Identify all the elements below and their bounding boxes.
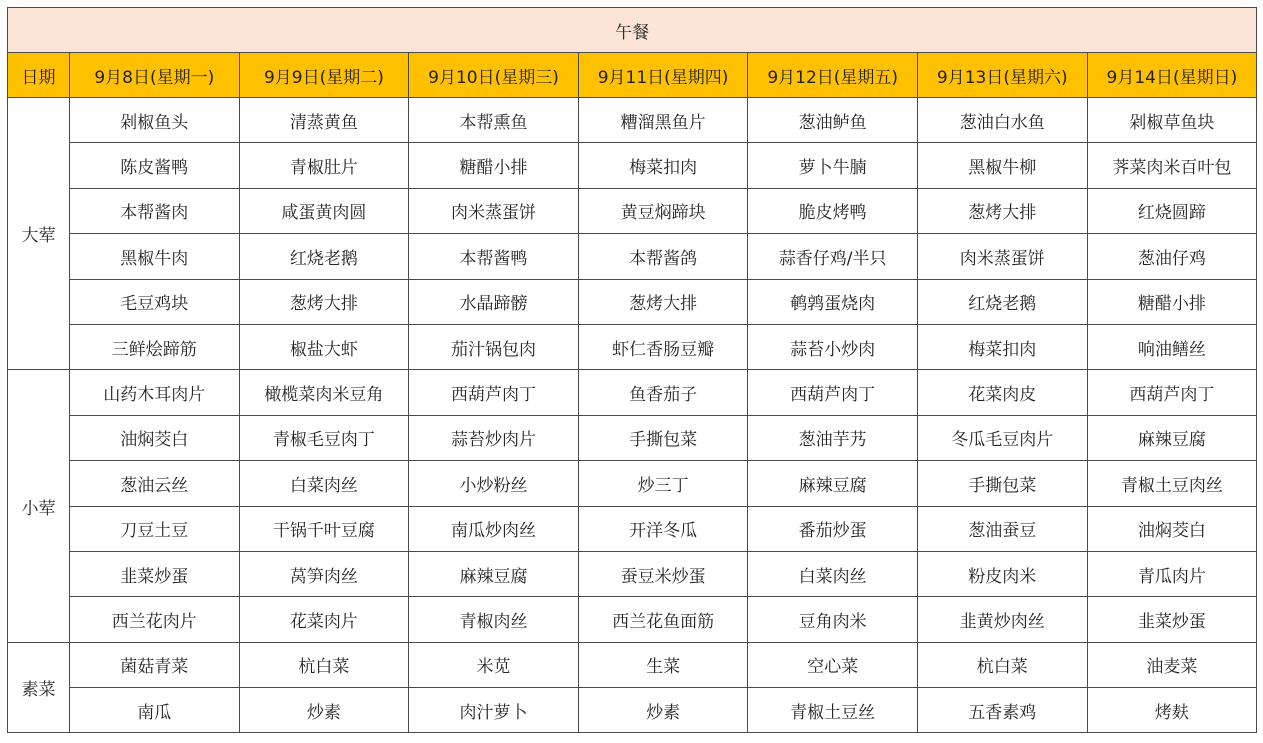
dish-cell: 小炒粉丝	[409, 461, 579, 506]
dish-cell: 白菜肉丝	[239, 461, 409, 506]
dish-cell: 葱烤大排	[917, 188, 1087, 233]
dish-cell: 蒜苔小炒肉	[748, 324, 918, 369]
dish-cell: 椒盐大虾	[239, 324, 409, 369]
dish-cell: 白菜肉丝	[748, 551, 918, 596]
dish-cell: 水晶蹄髈	[409, 279, 579, 324]
table-row	[8, 234, 1257, 279]
dish-cell: 荠菜肉米百叶包	[1087, 143, 1257, 188]
dish-cell: 剁椒鱼头	[70, 98, 240, 143]
dish-cell: 南瓜炒肉丝	[409, 506, 579, 551]
dish-cell: 干锅千叶豆腐	[239, 506, 409, 551]
dish-cell: 青椒土豆肉丝	[1087, 461, 1257, 506]
table-row	[8, 461, 1257, 506]
dish-cell: 西葫芦肉丁	[409, 370, 579, 415]
table-row	[8, 688, 1257, 733]
dish-cell: 手撕包菜	[917, 461, 1087, 506]
dish-cell: 鹌鹑蛋烧肉	[748, 279, 918, 324]
table-row	[8, 324, 1257, 369]
day-header-fri: 9月12日(星期五)	[748, 53, 918, 98]
table-row	[8, 98, 1257, 143]
dish-cell: 米苋	[409, 642, 579, 687]
dish-cell: 清蒸黄鱼	[239, 98, 409, 143]
table-row	[8, 279, 1257, 324]
category-label: 小荤	[8, 370, 70, 642]
dish-cell: 蒜香仔鸡/半只	[748, 234, 918, 279]
dish-cell: 南瓜	[70, 688, 240, 733]
table-row	[8, 642, 1257, 687]
dish-cell: 生菜	[578, 642, 748, 687]
table-row	[8, 415, 1257, 460]
day-header-sun: 9月14日(星期日)	[1087, 53, 1257, 98]
dish-cell: 山药木耳肉片	[70, 370, 240, 415]
dish-cell: 青椒肉丝	[409, 597, 579, 642]
dish-cell: 冬瓜毛豆肉片	[917, 415, 1087, 460]
dish-cell: 陈皮酱鸭	[70, 143, 240, 188]
dish-cell: 毛豆鸡块	[70, 279, 240, 324]
dish-cell: 炒素	[578, 688, 748, 733]
dish-cell: 西兰花鱼面筋	[578, 597, 748, 642]
dish-cell: 蚕豆米炒蛋	[578, 551, 748, 596]
dish-cell: 红烧老鹅	[239, 234, 409, 279]
date-label-header: 日期	[8, 53, 70, 98]
lunch-menu-table	[7, 7, 1257, 733]
dish-cell: 本帮酱鸽	[578, 234, 748, 279]
dish-cell: 油焖茭白	[1087, 506, 1257, 551]
dish-cell: 脆皮烤鸭	[748, 188, 918, 233]
dish-cell: 葱烤大排	[578, 279, 748, 324]
table-row	[8, 188, 1257, 233]
dish-cell: 麻辣豆腐	[748, 461, 918, 506]
dish-cell: 五香素鸡	[917, 688, 1087, 733]
dish-cell: 橄榄菜肉米豆角	[239, 370, 409, 415]
dish-cell: 茄汁锅包肉	[409, 324, 579, 369]
dish-cell: 肉汁萝卜	[409, 688, 579, 733]
dish-cell: 炒三丁	[578, 461, 748, 506]
day-header-sat: 9月13日(星期六)	[917, 53, 1087, 98]
dish-cell: 油麦菜	[1087, 642, 1257, 687]
dish-cell: 三鲜烩蹄筋	[70, 324, 240, 369]
day-header-wed: 9月10日(星期三)	[409, 53, 579, 98]
dish-cell: 萝卜牛腩	[748, 143, 918, 188]
dish-cell: 刀豆土豆	[70, 506, 240, 551]
dish-cell: 炒素	[239, 688, 409, 733]
dish-cell: 糖醋小排	[1087, 279, 1257, 324]
dish-cell: 豆角肉米	[748, 597, 918, 642]
dish-cell: 葱油仔鸡	[1087, 234, 1257, 279]
dish-cell: 本帮酱肉	[70, 188, 240, 233]
dish-cell: 开洋冬瓜	[578, 506, 748, 551]
dish-cell: 咸蛋黄肉圆	[239, 188, 409, 233]
dish-cell: 麻辣豆腐	[1087, 415, 1257, 460]
dish-cell: 黑椒牛柳	[917, 143, 1087, 188]
dish-cell: 粉皮肉米	[917, 551, 1087, 596]
dish-cell: 菌菇青菜	[70, 642, 240, 687]
dish-cell: 鱼香茄子	[578, 370, 748, 415]
dish-cell: 韭菜炒蛋	[70, 551, 240, 596]
dish-cell: 剁椒草鱼块	[1087, 98, 1257, 143]
day-header-mon: 9月8日(星期一)	[70, 53, 240, 98]
dish-cell: 青椒肚片	[239, 143, 409, 188]
dish-cell: 葱油云丝	[70, 461, 240, 506]
dish-cell: 花菜肉皮	[917, 370, 1087, 415]
dish-cell: 糟溜黑鱼片	[578, 98, 748, 143]
table-row	[8, 143, 1257, 188]
dish-cell: 韭黄炒肉丝	[917, 597, 1087, 642]
dish-cell: 烤麸	[1087, 688, 1257, 733]
dish-cell: 葱油鲈鱼	[748, 98, 918, 143]
header-row	[8, 53, 1257, 98]
dish-cell: 本帮熏鱼	[409, 98, 579, 143]
dish-cell: 葱油芋艿	[748, 415, 918, 460]
table-row	[8, 551, 1257, 596]
dish-cell: 韭菜炒蛋	[1087, 597, 1257, 642]
dish-cell: 油焖茭白	[70, 415, 240, 460]
dish-cell: 西兰花肉片	[70, 597, 240, 642]
menu-title: 午餐	[8, 8, 1257, 53]
dish-cell: 花菜肉片	[239, 597, 409, 642]
dish-cell: 手撕包菜	[578, 415, 748, 460]
day-header-thu: 9月11日(星期四)	[578, 53, 748, 98]
dish-cell: 响油鳝丝	[1087, 324, 1257, 369]
dish-cell: 本帮酱鸭	[409, 234, 579, 279]
dish-cell: 梅菜扣肉	[578, 143, 748, 188]
menu-body	[8, 98, 1257, 733]
dish-cell: 红烧圆蹄	[1087, 188, 1257, 233]
dish-cell: 青椒土豆丝	[748, 688, 918, 733]
table-row	[8, 506, 1257, 551]
dish-cell: 莴笋肉丝	[239, 551, 409, 596]
dish-cell: 杭白菜	[239, 642, 409, 687]
dish-cell: 红烧老鹅	[917, 279, 1087, 324]
dish-cell: 黄豆焖蹄块	[578, 188, 748, 233]
dish-cell: 西葫芦肉丁	[748, 370, 918, 415]
dish-cell: 葱油白水鱼	[917, 98, 1087, 143]
dish-cell: 番茄炒蛋	[748, 506, 918, 551]
category-label: 大荤	[8, 98, 70, 370]
dish-cell: 肉米蒸蛋饼	[409, 188, 579, 233]
title-row	[8, 8, 1257, 53]
day-header-tue: 9月9日(星期二)	[239, 53, 409, 98]
table-row	[8, 597, 1257, 642]
dish-cell: 葱油蚕豆	[917, 506, 1087, 551]
dish-cell: 青椒毛豆肉丁	[239, 415, 409, 460]
dish-cell: 梅菜扣肉	[917, 324, 1087, 369]
dish-cell: 杭白菜	[917, 642, 1087, 687]
dish-cell: 空心菜	[748, 642, 918, 687]
category-label: 素菜	[8, 642, 70, 733]
dish-cell: 青瓜肉片	[1087, 551, 1257, 596]
dish-cell: 蒜苔炒肉片	[409, 415, 579, 460]
dish-cell: 糖醋小排	[409, 143, 579, 188]
dish-cell: 麻辣豆腐	[409, 551, 579, 596]
table-row	[8, 370, 1257, 415]
dish-cell: 西葫芦肉丁	[1087, 370, 1257, 415]
dish-cell: 葱烤大排	[239, 279, 409, 324]
dish-cell: 黑椒牛肉	[70, 234, 240, 279]
dish-cell: 虾仁香肠豆瓣	[578, 324, 748, 369]
dish-cell: 肉米蒸蛋饼	[917, 234, 1087, 279]
